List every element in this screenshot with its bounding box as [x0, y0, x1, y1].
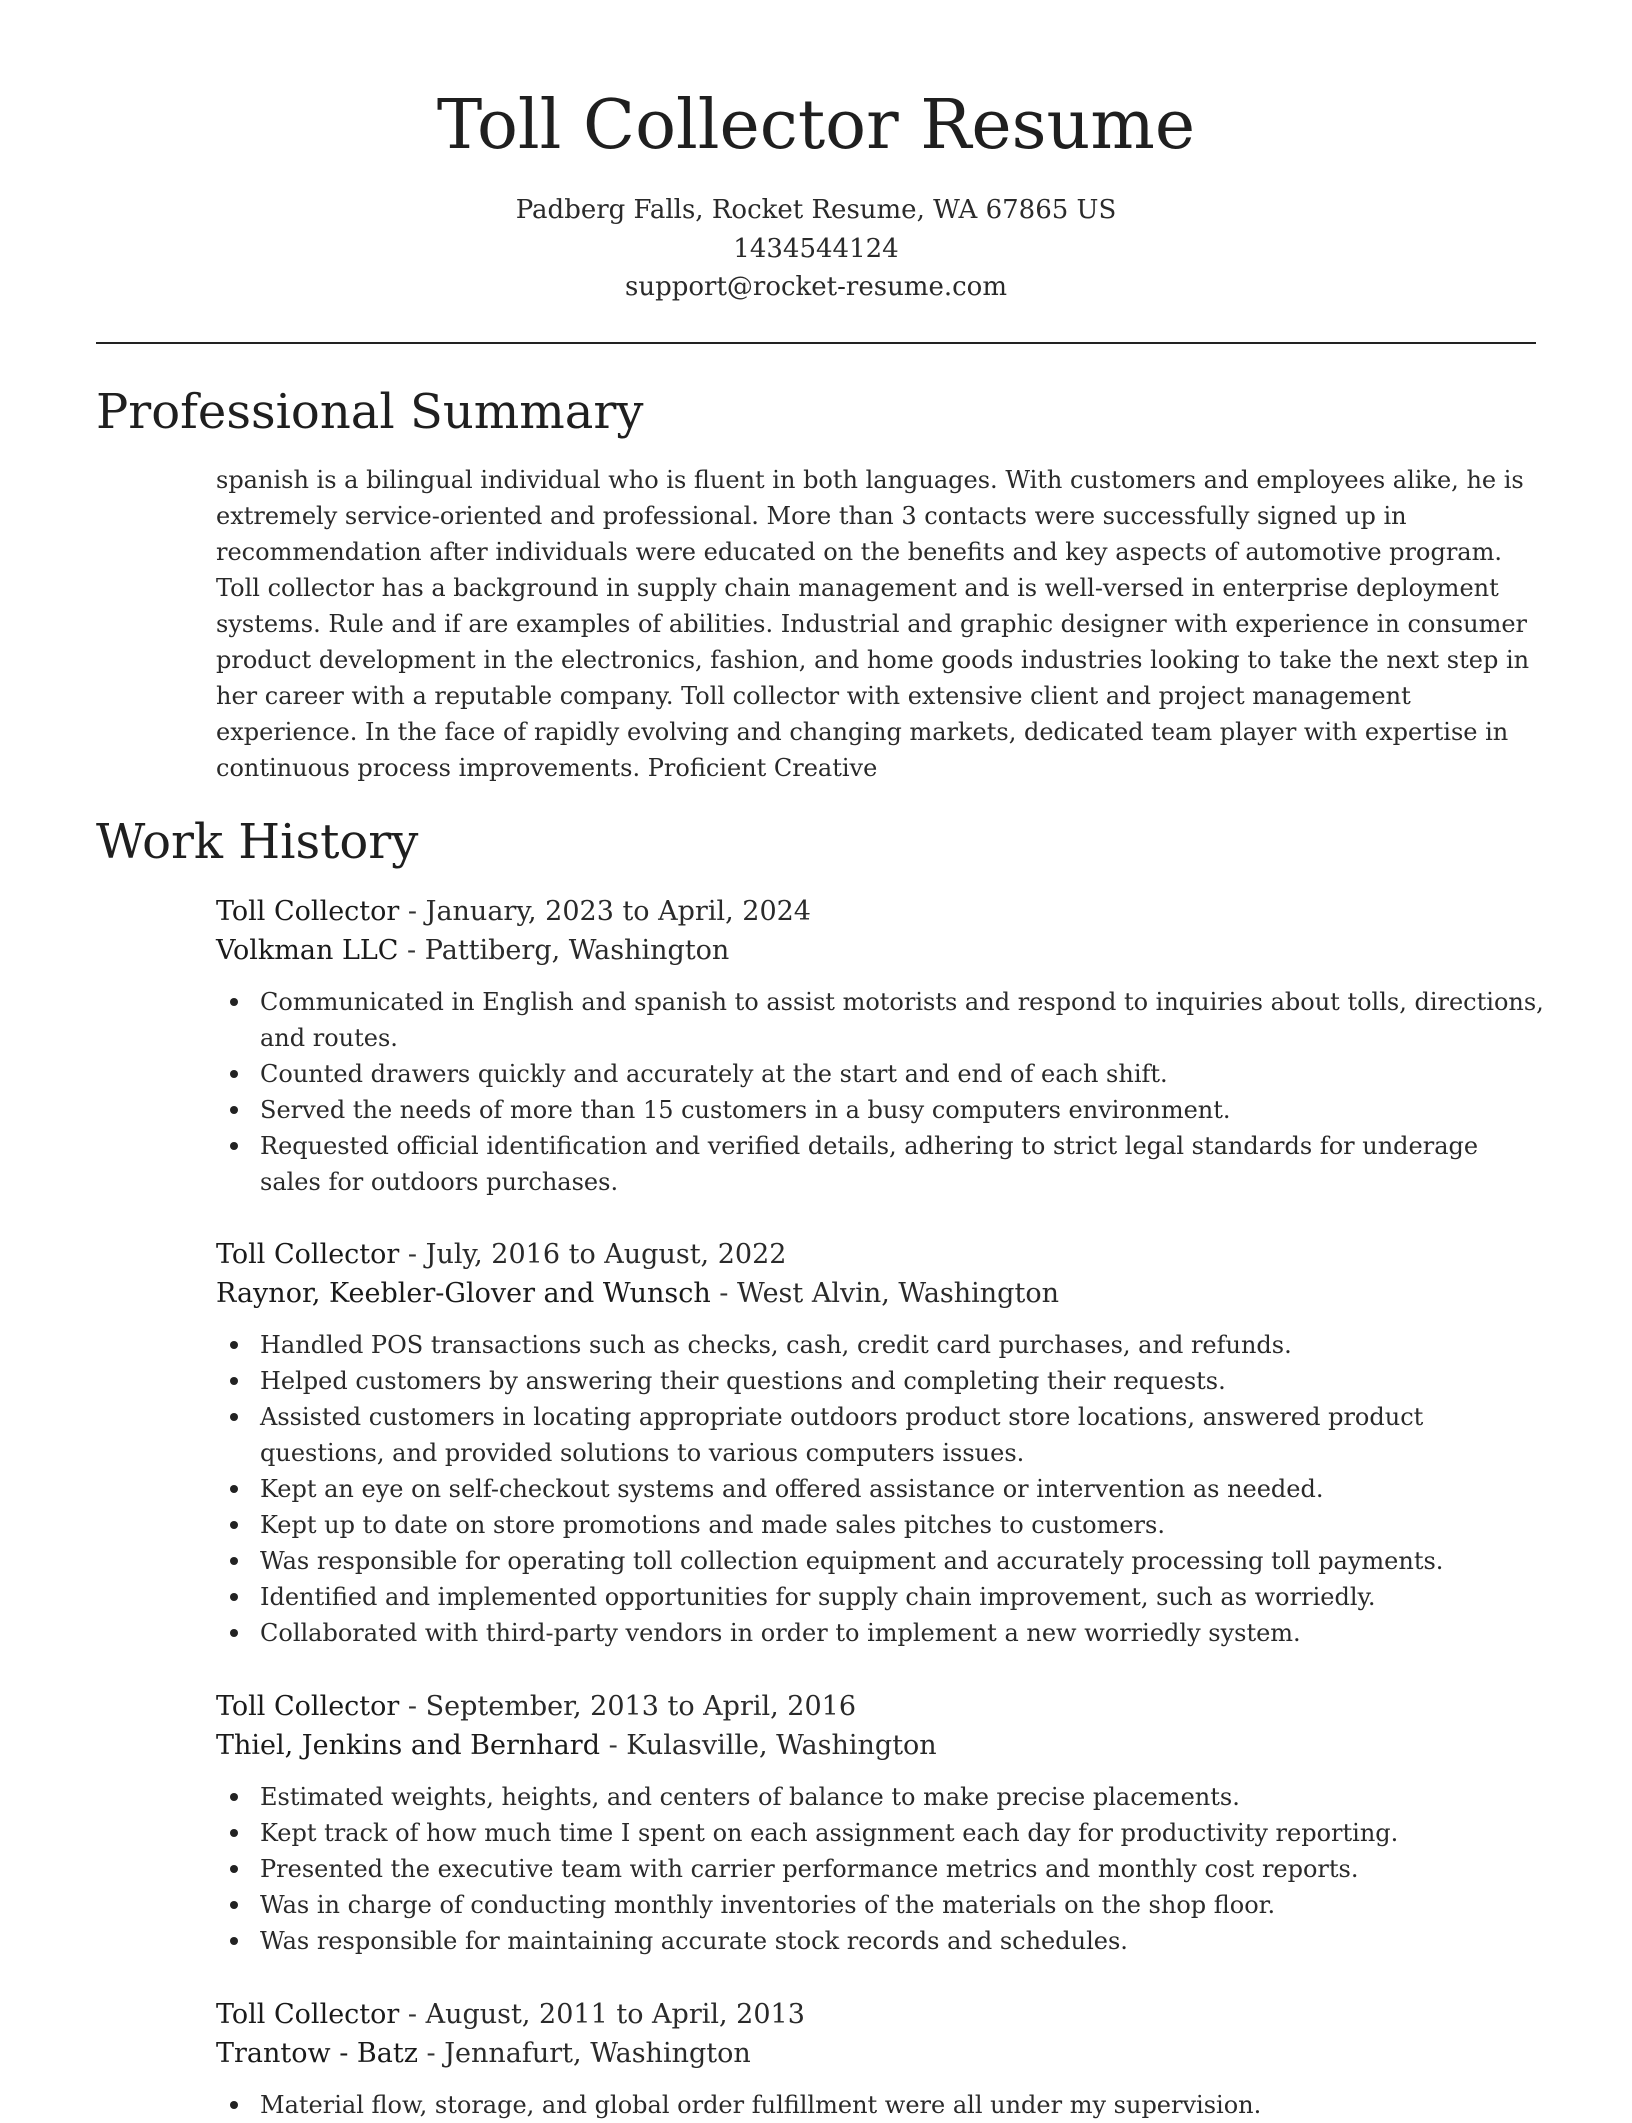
bullet-dot-icon: [230, 1341, 238, 1349]
contact-address: Padberg Falls, Rocket Resume, WA 67865 US: [515, 195, 1117, 225]
job-company: Volkman LLC: [216, 935, 399, 966]
job-bullet-list: [216, 984, 1546, 1200]
job-company-separator: -: [417, 2038, 445, 2069]
job-location: Pattiberg, Washington: [424, 935, 730, 966]
job-bullet: [260, 1056, 1546, 1092]
job-entry: [216, 1687, 1546, 1959]
bullet-dot-icon: [230, 1377, 238, 1385]
job-title-separator: -: [399, 1999, 426, 2030]
job-bullet-text: Handled POS transactions such as checks, cash, credit card purchases, and refunds.: [260, 1331, 1292, 1359]
bullet-dot-icon: [230, 1593, 238, 1601]
bullet-dot-icon: [230, 1106, 238, 1114]
job-bullet-list: [216, 1779, 1546, 1959]
job-bullet: [260, 1327, 1546, 1363]
job-company-separator: -: [710, 1278, 738, 1309]
bullet-dot-icon: [230, 1629, 238, 1637]
job-title-line: [216, 1687, 1546, 1726]
job-bullet-text: Communicated in English and spanish to assist motorists and respond to inquiries about tolls, directions, and routes.: [260, 988, 1544, 1052]
header-divider: [96, 342, 1536, 344]
contact-phone: 1434544124: [733, 234, 899, 264]
job-title-separator: -: [399, 1239, 426, 1270]
job-bullet-text: Collaborated with third-party vendors in order to implement a new worriedly system.: [260, 1619, 1301, 1647]
job-bullet: [260, 1615, 1546, 1651]
bullet-dot-icon: [230, 1070, 238, 1078]
job-dates: September, 2013 to April, 2016: [425, 1691, 857, 1722]
job-bullet-text: Material flow, storage, and global order fulfillment were all under my supervision.: [260, 2091, 1262, 2119]
job-bullet-list: [216, 2087, 1546, 2123]
job-location: West Alvin, Washington: [737, 1278, 1059, 1309]
job-title: Toll Collector: [216, 1239, 400, 1270]
bullet-dot-icon: [230, 1829, 238, 1837]
summary-heading: Professional Summary: [96, 384, 644, 440]
work-history-heading: Work History: [96, 814, 419, 870]
bullet-dot-icon: [230, 998, 238, 1006]
bullet-dot-icon: [230, 1521, 238, 1529]
job-location: Kulasville, Washington: [626, 1730, 937, 1761]
resume-title: Toll Collector Resume: [436, 86, 1196, 165]
job-bullet: [260, 1579, 1546, 1615]
job-bullet: [260, 984, 1546, 1056]
job-bullet-text: Identified and implemented opportunities for supply chain improvement, such as worriedly.: [260, 1583, 1376, 1611]
job-bullet: [260, 1887, 1546, 1923]
job-bullet-text: Estimated weights, heights, and centers of balance to make precise placements.: [260, 1783, 1240, 1811]
job-entry: [216, 1995, 1546, 2123]
job-bullet: [260, 1923, 1546, 1959]
bullet-dot-icon: [230, 1142, 238, 1150]
contact-email: support@rocket-resume.com: [624, 272, 1007, 302]
bullet-dot-icon: [230, 1413, 238, 1421]
job-title: Toll Collector: [216, 896, 400, 927]
job-company: Raynor, Keebler-Glover and Wunsch: [216, 1278, 711, 1309]
job-bullet: [260, 1779, 1546, 1815]
job-bullet: [260, 1851, 1546, 1887]
job-bullet: [260, 1471, 1546, 1507]
job-dates: July, 2016 to August, 2022: [425, 1239, 787, 1270]
job-title-line: [216, 892, 1546, 931]
summary-text: spanish is a bilingual individual who is fluent in both languages. With customers and employees alike, he is extremely service-oriented and professional. More than 3 contacts were successfully signed up in recommendation after individuals were educated on the benefits and key aspects of automotive program. Toll collector has a background in supply chain management and is well-versed in enterprise deployment systems. Rule and if are examples of abilities. Industrial and graphic designer with experience in consumer product development in the electronics, fashion, and home goods industries looking to take the next step in her career with a reputable company. Toll collector with extensive client and project management experience. In the face of rapidly evolving and changing markets, dedicated team player with expertise in continuous process improvements. Proficient Creative: [216, 466, 1530, 782]
job-bullet-text: Helped customers by answering their questions and completing their requests.: [260, 1367, 1226, 1395]
job-company-separator: -: [398, 935, 425, 966]
bullet-dot-icon: [230, 1485, 238, 1493]
job-dates: August, 2011 to April, 2013: [425, 1999, 805, 2030]
job-bullet: [260, 1399, 1546, 1471]
job-title-separator: -: [399, 1691, 426, 1722]
job-bullet-text: Served the needs of more than 15 customers in a busy computers environment.: [260, 1096, 1231, 1124]
job-bullet-text: Was responsible for maintaining accurate stock records and schedules.: [260, 1927, 1128, 1955]
job-company-line: [216, 1726, 1546, 1765]
job-bullet-text: Kept an eye on self-checkout systems and offered assistance or intervention as needed.: [260, 1475, 1324, 1503]
job-bullet: [260, 2087, 1546, 2123]
job-title: Toll Collector: [216, 1691, 400, 1722]
job-bullet-text: Kept up to date on store promotions and made sales pitches to customers.: [260, 1511, 1165, 1539]
bullet-dot-icon: [230, 1865, 238, 1873]
job-bullet-text: Assisted customers in locating appropriate outdoors product store locations, answered product questions, and provided solutions to various computers issues.: [260, 1403, 1424, 1467]
job-bullet: [260, 1543, 1546, 1579]
job-title: Toll Collector: [216, 1999, 400, 2030]
job-bullet-text: Was responsible for operating toll collection equipment and accurately processing toll payments.: [260, 1547, 1444, 1575]
job-dates: January, 2023 to April, 2024: [425, 896, 811, 927]
bullet-dot-icon: [230, 2101, 238, 2109]
job-location: Jennafurt, Washington: [444, 2038, 751, 2069]
job-bullet-list: [216, 1327, 1546, 1651]
bullet-dot-icon: [230, 1793, 238, 1801]
job-entry: [216, 1235, 1546, 1651]
job-bullet: [260, 1815, 1546, 1851]
job-company-line: [216, 1274, 1546, 1313]
job-title-line: [216, 1995, 1546, 2034]
bullet-dot-icon: [230, 1937, 238, 1945]
job-bullet-text: Presented the executive team with carrier performance metrics and monthly cost reports.: [260, 1855, 1359, 1883]
job-bullet: [260, 1128, 1546, 1200]
job-company-separator: -: [599, 1730, 627, 1761]
job-title-separator: -: [399, 896, 426, 927]
job-company-line: [216, 2034, 1546, 2073]
job-entry: [216, 892, 1546, 1200]
bullet-dot-icon: [230, 1557, 238, 1565]
job-bullet-text: Counted drawers quickly and accurately at the start and end of each shift.: [260, 1060, 1168, 1088]
job-company-line: [216, 931, 1546, 970]
job-bullet: [260, 1507, 1546, 1543]
job-bullet-text: Was in charge of conducting monthly inventories of the materials on the shop floor.: [260, 1891, 1276, 1919]
job-bullet: [260, 1092, 1546, 1128]
bullet-dot-icon: [230, 1901, 238, 1909]
job-bullet-text: Requested official identification and verified details, adhering to strict legal standards for underage sales for outdoors purchases.: [260, 1132, 1479, 1196]
job-bullet: [260, 1363, 1546, 1399]
job-company: Trantow - Batz: [216, 2038, 418, 2069]
job-title-line: [216, 1235, 1546, 1274]
job-company: Thiel, Jenkins and Bernhard: [216, 1730, 600, 1761]
job-bullet-text: Kept track of how much time I spent on each assignment each day for productivity reporting.: [260, 1819, 1399, 1847]
